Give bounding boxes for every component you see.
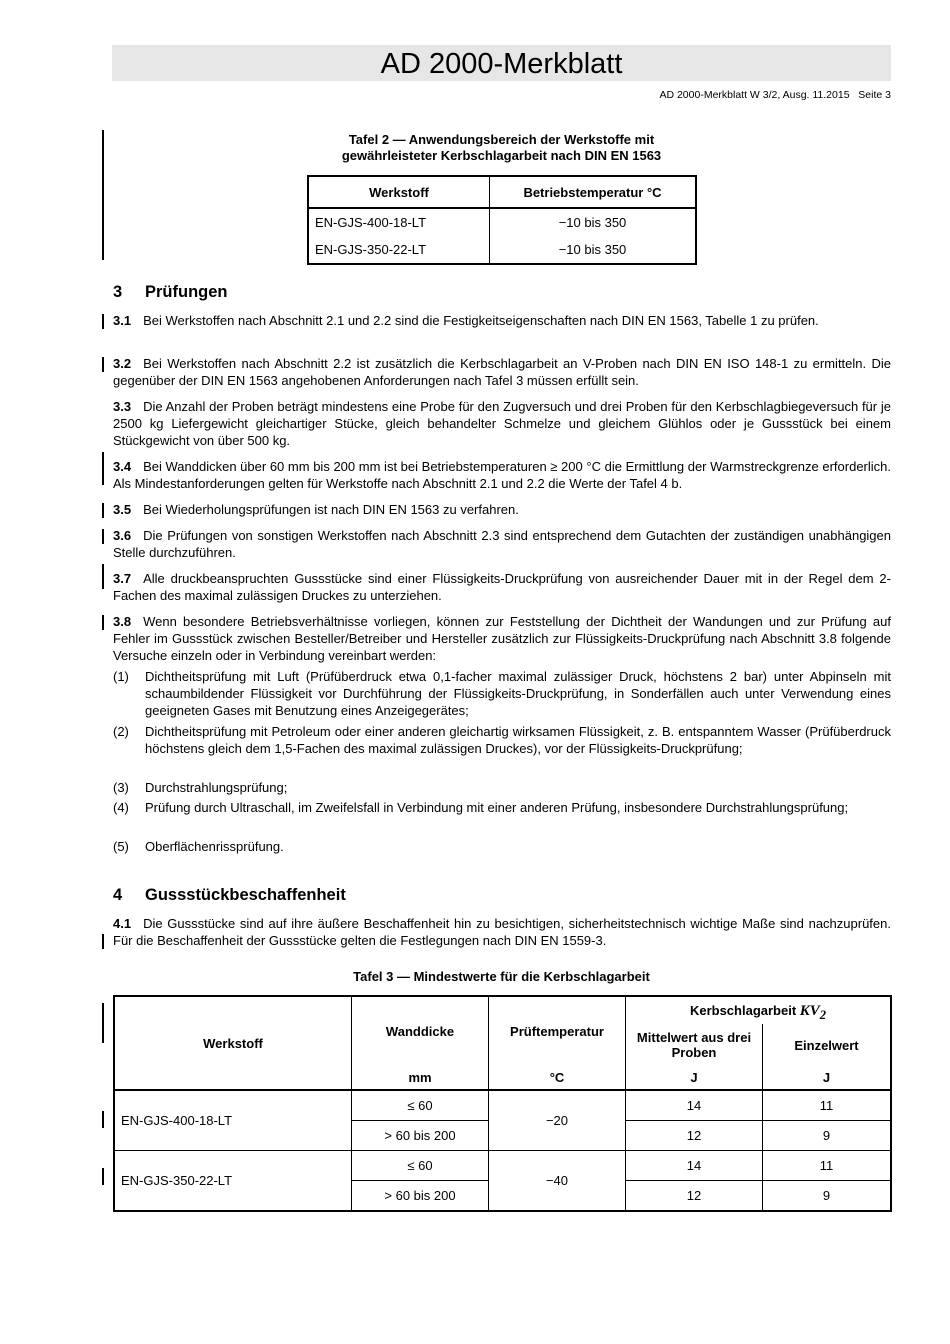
column-header: Werkstoff <box>308 176 490 208</box>
cell-einzelwert: 11 <box>763 1090 892 1121</box>
cell-werkstoff: EN-GJS-400-18-LT <box>315 215 427 230</box>
list-item <box>113 838 891 855</box>
column-header: Betriebstemperatur °C <box>490 176 696 208</box>
paragraph-3-3 <box>113 398 891 449</box>
para-number: 3.6 <box>113 528 132 543</box>
column-header-mittelwert: Mittelwert aus drei Proben <box>626 1024 763 1066</box>
paragraph-3-5 <box>113 501 891 518</box>
para-text: Bei Wanddicken über 60 mm bis 200 mm ist bei Betriebstemperaturen ≥ 200 °C die Ermittlung der Warmstreckgrenze erforderlich. Als Mindestanforderungen gelten für Werkstoffe nach Abschnitt 2.1 und 2.2 die Werte der Tafel 4 b. <box>113 459 891 491</box>
change-bar <box>102 130 104 260</box>
kv-label: KV <box>799 1002 820 1019</box>
cell-einzelwert: 9 <box>763 1121 892 1151</box>
cell-wanddicke: > 60 bis 200 <box>352 1121 489 1151</box>
para-text: Alle druckbeanspruchten Gussstücke sind einer Flüssigkeits-Druckprüfung von ausreichender Dauer mit in der Regel dem 2-Fachen des maximal zulässigen Druckes zu unterziehen. <box>113 571 891 603</box>
para-number: 3.1 <box>113 313 132 328</box>
list-number: (3) <box>113 780 129 795</box>
list-text: Prüfung durch Ultraschall, im Zweifelsfall in Verbindung mit einer anderen Prüfung, insbesondere Durchstrahlungsprüfung; <box>145 800 849 815</box>
list-number: (5) <box>113 839 129 854</box>
cell-einzelwert: 11 <box>763 1151 892 1181</box>
kv-subscript: 2 <box>819 1007 827 1022</box>
column-header-wanddicke: Wanddicke <box>352 996 489 1066</box>
list-item <box>113 723 891 757</box>
tafel3-caption: Tafel 3 — Mindestwerte für die Kerbschlagarbeit <box>353 969 650 984</box>
cell-mittelwert: 12 <box>626 1181 763 1212</box>
table-row <box>308 236 696 264</box>
para-text: Die Prüfungen von sonstigen Werkstoffen nach Abschnitt 2.3 sind entsprechend dem Gutachten der zuständigen unabhängigen Stelle durchzuführen. <box>113 528 891 560</box>
page-header-subtitle: AD 2000-Merkblatt W 3/2, Ausg. 11.2015 Seite 3 <box>659 89 891 101</box>
list-number: (1) <box>113 669 129 684</box>
column-header-einzelwert: Einzelwert <box>763 1024 892 1066</box>
list-number: (2) <box>113 724 129 739</box>
para-number: 3.2 <box>113 356 132 371</box>
page-header-title: AD 2000-Merkblatt <box>112 45 891 81</box>
caption-line: gewährleisteter Kerbschlagarbeit nach DIN EN 1563 <box>341 148 662 163</box>
cell-mittelwert: 14 <box>626 1090 763 1121</box>
section-number: 4 <box>113 886 123 904</box>
table-row <box>114 1090 891 1121</box>
section-4-heading <box>113 886 346 905</box>
cell-wanddicke: ≤ 60 <box>352 1090 489 1121</box>
list-item <box>113 779 891 796</box>
cell-temperatur: −10 bis 350 <box>490 208 696 236</box>
column-header-werkstoff <box>114 996 352 1090</box>
change-bar <box>102 1168 104 1185</box>
column-header-prueftemperatur: Prüftemperatur <box>489 996 626 1066</box>
unit-joule: J <box>763 1066 892 1090</box>
cell-prueftemperatur: −40 <box>489 1151 626 1212</box>
para-number: 3.5 <box>113 502 132 517</box>
unit-mm: mm <box>352 1066 489 1090</box>
paragraph-3-1 <box>113 312 891 329</box>
paragraph-3-2 <box>113 355 891 389</box>
section-number: 3 <box>113 283 123 301</box>
tafel2-table <box>307 175 697 265</box>
cell-wanddicke: ≤ 60 <box>352 1151 489 1181</box>
list-text: Oberflächenrissprüfung. <box>145 839 284 854</box>
cell-werkstoff: EN-GJS-350-22-LT <box>114 1151 352 1212</box>
section-title: Prüfungen <box>145 283 228 301</box>
para-text: Die Gussstücke sind auf ihre äußere Beschaffenheit hin zu besichtigen, sicherheitstechnisch wichtige Maße sind nachzuprüfen. Für die Beschaffenheit der Gussstücke gelten die Festlegungen nach DIN EN 1559-3. <box>113 916 891 948</box>
tafel3-table <box>113 995 892 1212</box>
change-bar <box>102 1003 104 1043</box>
cell-prueftemperatur: −20 <box>489 1090 626 1151</box>
unit-joule: J <box>626 1066 763 1090</box>
paragraph-3-7 <box>113 570 891 604</box>
header-text: Kerbschlagarbeit <box>689 1002 797 1018</box>
cell-wanddicke: > 60 bis 200 <box>352 1181 489 1212</box>
header-text: Werkstoff <box>203 1035 263 1051</box>
para-number: 3.3 <box>113 399 132 414</box>
change-bar <box>102 357 104 372</box>
table-row <box>114 1151 891 1181</box>
list-text: Durchstrahlungsprüfung; <box>145 780 288 795</box>
para-text: Die Anzahl der Proben beträgt mindestens eine Probe für den Zugversuch und drei Proben für den Kerbschlagbiegeversuch für je 2500 kg Liefergewicht gleichartiger Stücke, gleich behandelter Schmelze und gleichem Glühlos oder je Gussstück bei einem Stückgewicht von über 500 kg. <box>113 399 891 448</box>
cell-temperatur: −10 bis 350 <box>490 236 696 264</box>
list-text: Dichtheitsprüfung mit Luft (Prüfüberdruck etwa 0,1-facher maximal zulässiger Druck, höchstens 2 bar) unter Abpinseln mit schaumbildender Flüssigkeit vor Durchführung der Flüssigkeits-Druckprüfung, in Sonderfällen auch unter Verwendung eines geeigneten Gases mit Benutzung eines Anzeigegerätes; <box>145 669 891 718</box>
paragraph-3-8 <box>113 613 891 664</box>
para-text: Bei Werkstoffen nach Abschnitt 2.1 und 2.2 sind die Festigkeitseigenschaften nach DIN EN 1563, Tabelle 1 zu prüfen. <box>143 313 819 328</box>
table-row <box>308 208 696 236</box>
para-text: Wenn besondere Betriebsverhältnisse vorliegen, können zur Feststellung der Dichtheit der Wandungen und zur Prüfung auf Fehler im Gussstück zwischen Besteller/Betreiber und Hersteller zusätzlich zur Flüssigkeits-Druckprüfung nach Abschnitt 3.8 folgende Versuche einzeln oder in Verbindung vereinbart werden: <box>113 614 891 663</box>
para-number: 3.7 <box>113 571 132 586</box>
cell-einzelwert: 9 <box>763 1181 892 1212</box>
change-bar <box>102 314 104 329</box>
cell-werkstoff: EN-GJS-400-18-LT <box>114 1090 352 1151</box>
unit-celsius: °C <box>489 1066 626 1090</box>
section-3-heading <box>113 283 228 302</box>
change-bar <box>102 934 104 949</box>
change-bar <box>102 1111 104 1128</box>
change-bar <box>102 503 104 518</box>
paragraph-3-4 <box>113 458 891 492</box>
section-title: Gussstückbeschaffenheit <box>145 886 346 904</box>
list-item <box>113 668 891 719</box>
kv-symbol <box>799 1002 827 1022</box>
para-number: 3.8 <box>113 614 132 629</box>
para-text: Bei Werkstoffen nach Abschnitt 2.2 ist zusätzlich die Kerbschlagarbeit an V-Proben nach DIN EN ISO 148-1 zu ermitteln. Die gegenüber der DIN EN 1563 angehobenen Anforderungen nach Tafel 3 müssen erfüllt sein. <box>113 356 891 388</box>
change-bar <box>102 529 104 544</box>
para-text: Bei Wiederholungsprüfungen ist nach DIN EN 1563 zu verfahren. <box>143 502 519 517</box>
list-item <box>113 799 891 816</box>
cell-werkstoff: EN-GJS-350-22-LT <box>315 242 427 257</box>
list-number: (4) <box>113 800 129 815</box>
cell-mittelwert: 14 <box>626 1151 763 1181</box>
paragraph-4-1 <box>113 915 891 949</box>
column-header-kerbschlagarbeit <box>626 996 892 1024</box>
list-text: Dichtheitsprüfung mit Petroleum oder einer anderen gleichartig wirksamen Flüssigkeit, z. B. entspanntem Wasser (Prüfüberdruck höchstens gleich dem 1,5-Fachen des maximal zulässigen Druckes), vor der Flüssigkeits-Druckprüfung; <box>145 724 891 756</box>
tafel2-caption <box>112 132 891 164</box>
change-bar <box>102 615 104 630</box>
caption-line: Tafel 2 — Anwendungsbereich der Werkstoffe mit <box>348 132 655 147</box>
change-bar <box>102 564 104 589</box>
paragraph-3-6 <box>113 527 891 561</box>
cell-mittelwert: 12 <box>626 1121 763 1151</box>
change-bar <box>102 452 104 485</box>
para-number: 4.1 <box>113 916 132 931</box>
para-number: 3.4 <box>113 459 132 474</box>
